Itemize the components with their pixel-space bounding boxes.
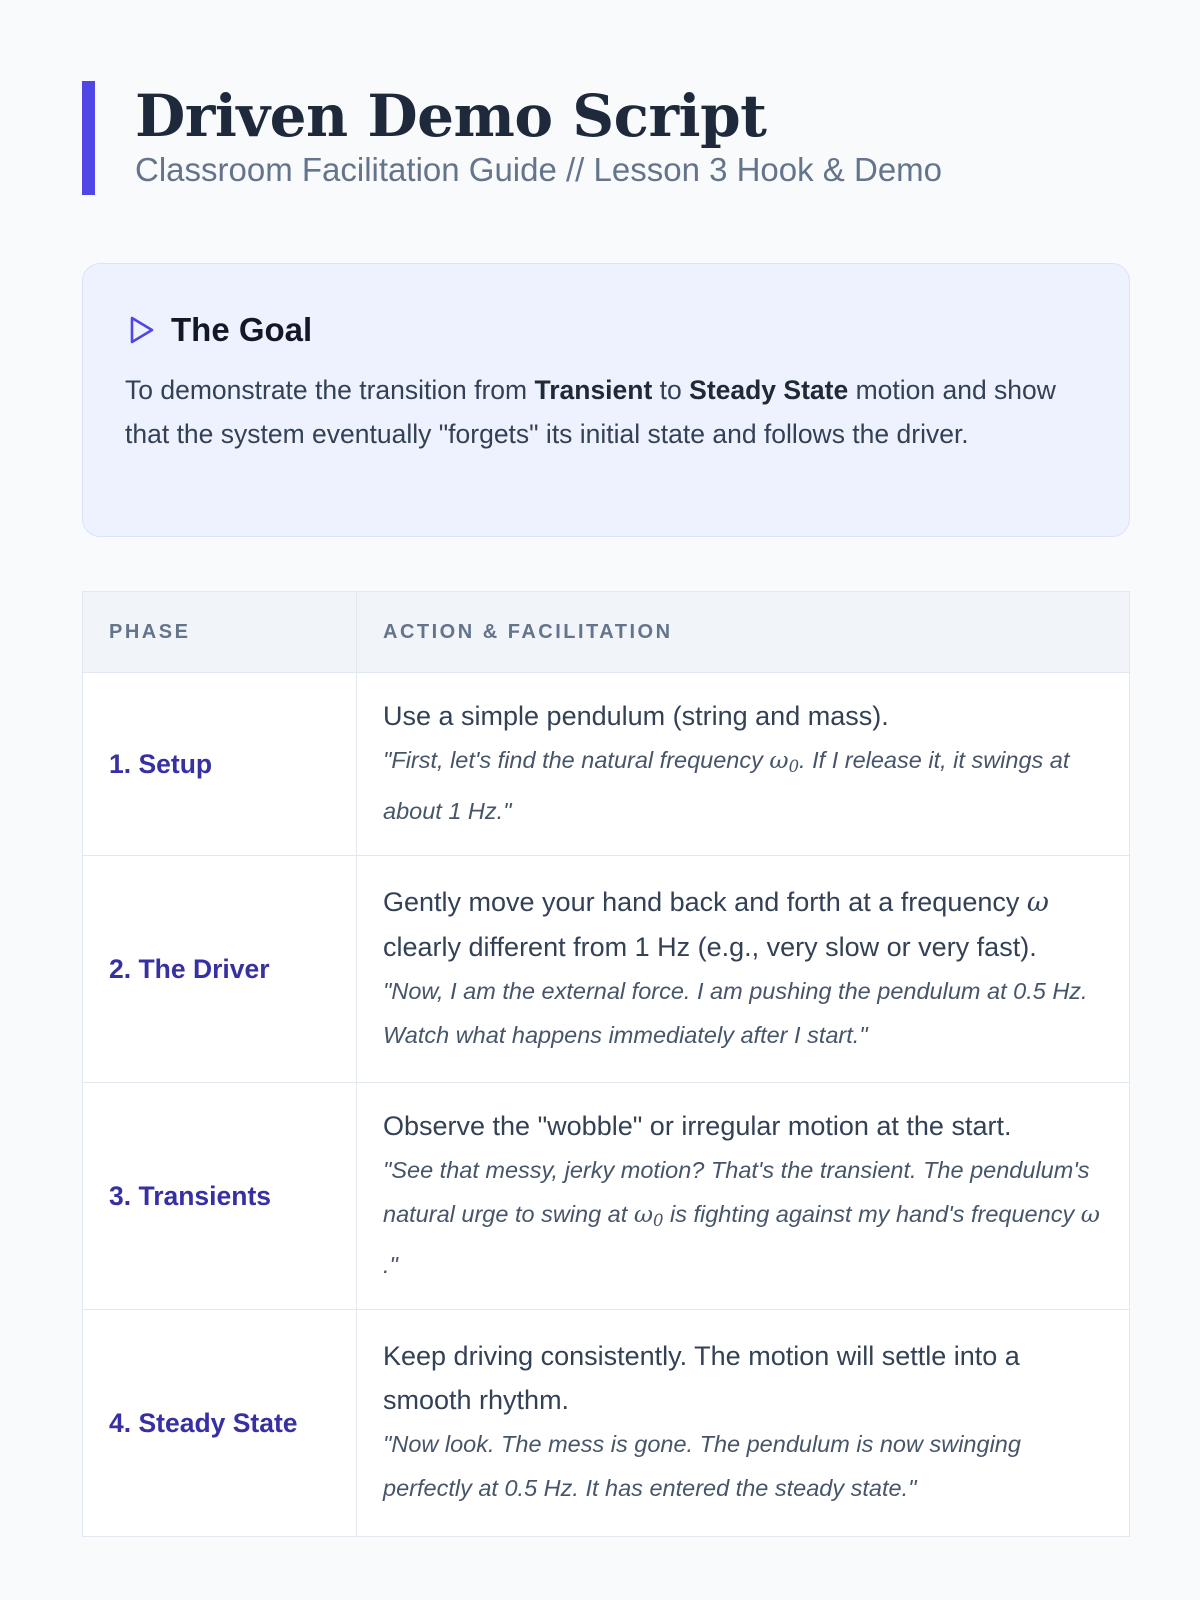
phase-cell: 2. The Driver: [83, 856, 357, 1083]
action-cell: [357, 856, 1130, 1083]
goal-title: The Goal: [171, 311, 313, 348]
goal-text-part: motion and show that the system eventually "forgets" its initial state and follows the driver.: [125, 375, 1056, 449]
subscript: 0: [652, 1210, 664, 1230]
omega-symbol: ω: [633, 1199, 653, 1228]
quote-part: "See that messy, jerky motion? That's the transient. The pendulum's natural urge to swing at: [383, 1156, 1090, 1227]
quote-part: .": [383, 1251, 398, 1278]
table-row: [83, 673, 1130, 856]
facilitator-quote: [383, 1148, 1103, 1287]
facilitator-quote: [383, 738, 1103, 833]
page-title: Driven Demo Script: [135, 82, 767, 150]
action-cell: [357, 1083, 1130, 1310]
action-cell: [357, 1310, 1130, 1537]
goal-text-part: to: [652, 375, 690, 405]
goal-term-transient: Transient: [534, 375, 653, 405]
page-subtitle: Classroom Facilitation Guide // Lesson 3 Hook & Demo: [135, 151, 943, 188]
subscript: 0: [788, 756, 800, 776]
phase-cell: 4. Steady State: [83, 1310, 357, 1537]
accent-bar: [82, 81, 95, 195]
omega-symbol: ω: [1080, 1199, 1100, 1228]
table-row: [83, 856, 1130, 1083]
action-cell: [357, 673, 1130, 856]
goal-description: [125, 368, 1085, 456]
omega-symbol: ω: [1026, 886, 1049, 918]
goal-text-part: To demonstrate the transition from: [125, 375, 535, 405]
column-header-action: ACTION & FACILITATION: [357, 592, 1130, 673]
table-row: [83, 1083, 1130, 1310]
goal-term-steady-state: Steady State: [689, 375, 849, 405]
quote-part: . If I release it, it swings at about 1 Hz.": [383, 746, 1070, 824]
facilitator-quote: "Now, I am the external force. I am pushing the pendulum at 0.5 Hz. Watch what happens immediately after I start.": [383, 977, 1088, 1048]
action-instruction: [383, 880, 1103, 969]
action-instruction: Observe the "wobble" or irregular motion at the start.: [383, 1110, 1012, 1141]
omega-symbol: ω: [769, 745, 789, 774]
quote-part: "First, let's find the natural frequency: [383, 746, 770, 773]
phase-cell: 3. Transients: [83, 1083, 357, 1310]
table-row: [83, 1310, 1130, 1537]
play-icon: [125, 314, 157, 346]
quote-part: is fighting against my hand's frequency: [663, 1200, 1081, 1227]
facilitator-quote: "Now look. The mess is gone. The pendulum is now swinging perfectly at 0.5 Hz. It has entered the steady state.": [383, 1431, 1021, 1501]
goal-header: [125, 310, 312, 350]
column-header-phase: PHASE: [83, 592, 357, 673]
phase-cell: 1. Setup: [83, 673, 357, 856]
action-instruction: Keep driving consistently. The motion will settle into a smooth rhythm.: [383, 1341, 1020, 1415]
demo-script-table: [82, 591, 1130, 1537]
page-header: [82, 81, 1130, 195]
goal-card: [82, 263, 1130, 537]
table-header-row: [83, 592, 1130, 673]
action-instruction: Use a simple pendulum (string and mass).: [383, 700, 889, 731]
action-part: Gently move your hand back and forth at a frequency: [383, 886, 1027, 917]
action-part: clearly different from 1 Hz (e.g., very slow or very fast).: [383, 931, 1037, 962]
